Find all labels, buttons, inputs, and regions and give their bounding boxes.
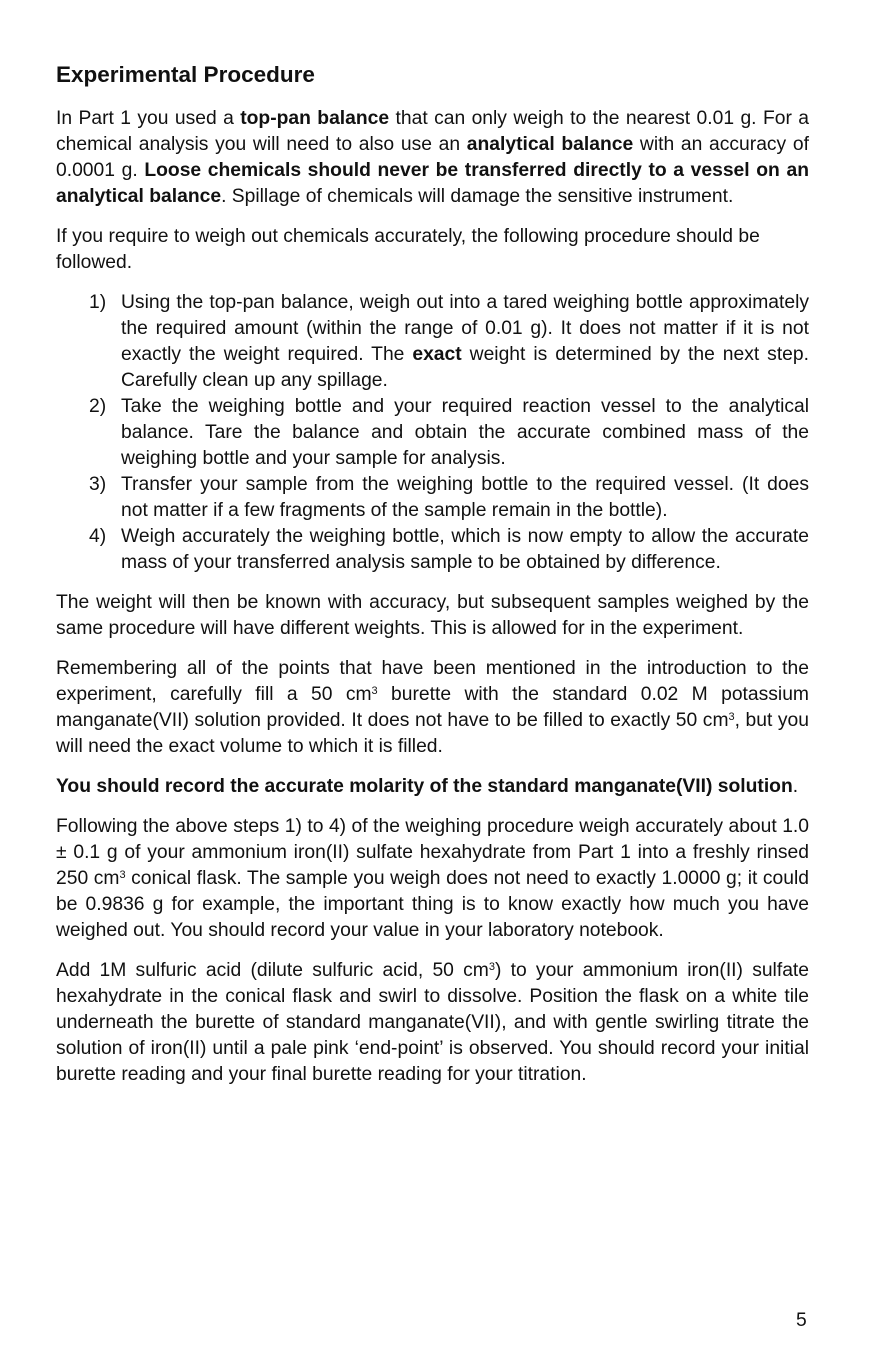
paragraph-weight-known: The weight will then be known with accuracy, but subsequent samples weighed by the same procedure will have different weights. This is allowed for in the experiment. <box>56 592 809 639</box>
list-item <box>56 472 809 524</box>
p7-superscript-1: 3 <box>488 961 495 973</box>
step-text: Transfer your sample from the weighing bottle to the required vessel. (It does not matter if a few fragments of the sample remain in the bottle). <box>121 474 809 521</box>
p1-text-2: that can only weigh to the nearest 0.01 g. For a chemical analysis you will need to also use an <box>56 108 809 155</box>
p4-superscript-2: 3 <box>728 711 735 723</box>
step-text: Weigh accurately the weighing bottle, which is now empty to allow the accurate mass of your transferred analysis sample to be obtained by difference. <box>121 526 809 573</box>
weighing-steps-list <box>56 290 809 576</box>
step-number: 3) <box>89 474 107 495</box>
list-item <box>56 290 809 394</box>
p4-text-2: burette with the standard 0.02 M potassium manganate(VII) solution provided. It does not have to be filled to exactly 50 cm <box>56 684 809 731</box>
p1-bold-warning: Loose chemicals should never be transferred directly to a vessel on an analytical balance <box>56 160 809 207</box>
p1-text-3: with an accuracy of 0.0001 g. <box>56 134 809 181</box>
list-item <box>56 394 809 472</box>
paragraph-record-molarity <box>56 774 809 800</box>
list-item <box>56 524 809 576</box>
p7-text-2: ) to your ammonium iron(II) sulfate hexahydrate in the conical flask and swirl to dissolve. Position the flask on a white tile underneath the burette of standard manganate(VII), and with gentle swirling titrate the solution of iron(II) until a pale pink ‘end-point’ is observed. You should record your initial burette reading and your final burette reading for your titration. <box>56 960 810 1085</box>
p4-superscript-1: 3 <box>371 685 378 697</box>
step-1-text-2: weight is determined by the next step. Carefully clean up any spillage. <box>121 344 809 391</box>
step-number: 2) <box>89 396 107 417</box>
paragraph-titration <box>56 958 809 1088</box>
document-page <box>56 58 809 1102</box>
page-number: 5 <box>796 1310 807 1331</box>
p4-text-1: Remembering all of the points that have been mentioned in the introduction to the experiment, carefully fill a 50 cm <box>56 658 809 705</box>
p1-text-1: In Part 1 you used a <box>56 108 241 129</box>
p7-text-1: Add 1M sulfuric acid (dilute sulfuric acid, 50 cm <box>56 960 489 981</box>
p4-text-3: , but you will need the exact volume to which it is filled. <box>56 710 809 757</box>
p1-bold-analytical-balance: analytical balance <box>466 134 634 155</box>
p5-bold-record-molarity: You should record the accurate molarity of the standard manganate(VII) solution <box>56 776 793 797</box>
section-heading: Experimental Procedure <box>56 62 315 87</box>
step-number: 1) <box>89 292 107 313</box>
paragraph-burette-fill <box>56 656 809 760</box>
paragraph-weigh-sample <box>56 814 809 944</box>
p6-text-2: conical flask. The sample you weigh does not need to exactly 1.0000 g; it could be 0.9836 g for example, the important thing is to know exactly how much you have weighed out. You should record your value in your laboratory notebook. <box>56 868 809 941</box>
paragraph-balance-intro <box>56 106 809 210</box>
step-1-bold-exact: exact <box>412 344 462 365</box>
p1-text-4: . Spillage of chemicals will damage the sensitive instrument. <box>221 186 734 207</box>
step-1-text-1: Using the top-pan balance, weigh out into a tared weighing bottle approximately the required amount (within the range of 0.01 g). It does not matter if it is not exactly the weight required. The <box>121 292 809 365</box>
p6-superscript-1: 3 <box>119 869 126 881</box>
p1-bold-top-pan-balance: top-pan balance <box>240 108 390 129</box>
paragraph-procedure-intro: If you require to weigh out chemicals accurately, the following procedure should be followed. <box>56 226 760 273</box>
step-number: 4) <box>89 526 107 547</box>
step-text <box>121 290 809 394</box>
p6-text-1: Following the above steps 1) to 4) of the weighing procedure weigh accurately about 1.0 ± 0.1 g of your ammonium iron(II) sulfate hexahydrate from Part 1 into a freshly rinsed 250 cm <box>56 816 809 889</box>
step-text: Take the weighing bottle and your required reaction vessel to the analytical balance. Tare the balance and obtain the accurate combined mass of the weighing bottle and your sample for analysis. <box>121 396 809 469</box>
p5-text-1: . <box>792 776 799 797</box>
